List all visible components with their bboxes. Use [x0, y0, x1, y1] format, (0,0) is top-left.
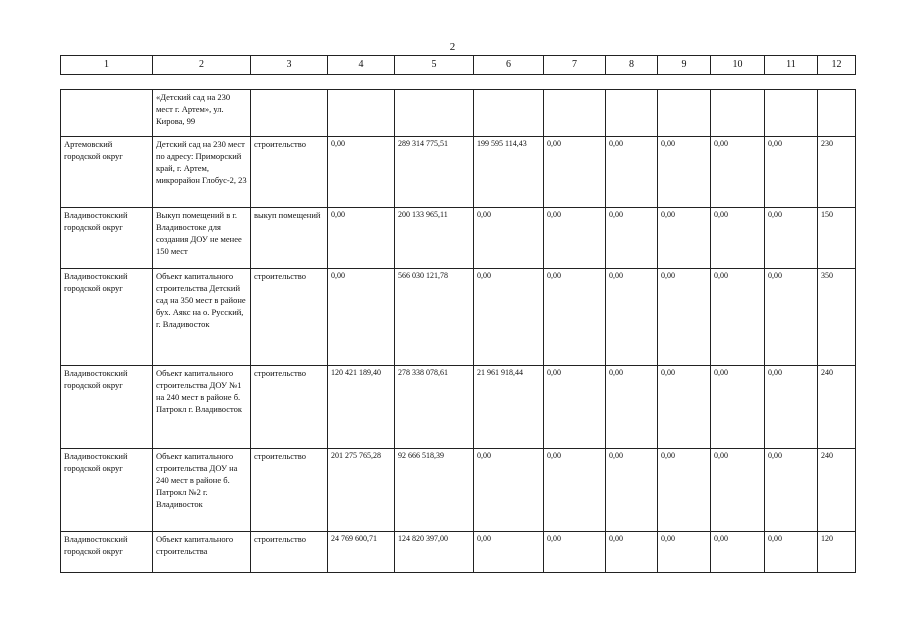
cell-activity: строительство	[251, 449, 328, 532]
cell-activity: строительство	[251, 269, 328, 366]
cell-value	[474, 90, 544, 137]
cell-municipality: Владивостокский городской округ	[61, 366, 153, 449]
header-row	[61, 56, 856, 75]
table-row	[61, 366, 856, 449]
cell-value: 0,00	[544, 208, 606, 269]
cell-value: 0,00	[474, 449, 544, 532]
cell-value	[544, 90, 606, 137]
cell-places: 240	[818, 449, 856, 532]
cell-value: 0,00	[328, 208, 395, 269]
cell-places: 230	[818, 137, 856, 208]
cell-value: 0,00	[765, 208, 818, 269]
table-row	[61, 90, 856, 137]
cell-places: 350	[818, 269, 856, 366]
cell-value	[606, 90, 658, 137]
cell-value: 0,00	[328, 137, 395, 208]
cell-value	[395, 90, 474, 137]
cell-value: 21 961 918,44	[474, 366, 544, 449]
cell-value: 0,00	[544, 137, 606, 208]
cell-value: 278 338 078,61	[395, 366, 474, 449]
cell-value: 0,00	[765, 449, 818, 532]
cell-value: 201 275 765,28	[328, 449, 395, 532]
cell-object: Детский сад на 230 мест по адресу: Приморский край, г. Артем, микрорайон Глобус-2, 23	[153, 137, 251, 208]
cell-value: 289 314 775,51	[395, 137, 474, 208]
cell-value	[765, 90, 818, 137]
header-cell: 4	[328, 56, 395, 75]
cell-value: 0,00	[658, 137, 711, 208]
cell-activity: строительство	[251, 532, 328, 573]
cell-value: 120 421 189,40	[328, 366, 395, 449]
cell-value: 0,00	[606, 366, 658, 449]
cell-value: 0,00	[474, 208, 544, 269]
cell-value	[711, 90, 765, 137]
cell-value	[328, 90, 395, 137]
cell-value: 0,00	[544, 532, 606, 573]
cell-value: 0,00	[658, 208, 711, 269]
cell-value: 0,00	[765, 532, 818, 573]
cell-municipality: Владивостокский городской округ	[61, 269, 153, 366]
table-row	[61, 532, 856, 573]
cell-places: 150	[818, 208, 856, 269]
header-cell: 7	[544, 56, 606, 75]
header-cell: 10	[711, 56, 765, 75]
header-cell: 6	[474, 56, 544, 75]
header-cell: 3	[251, 56, 328, 75]
cell-object: Объект капитального строительства ДОУ на 240 мест в районе б. Патрокл №2 г. Владивосток	[153, 449, 251, 532]
column-number-header	[60, 55, 856, 75]
cell-object: Объект капитального строительства Детский сад на 350 мест в районе бух. Аякс на о. Русский, г. Владивосток	[153, 269, 251, 366]
cell-value: 0,00	[711, 208, 765, 269]
cell-value: 0,00	[765, 269, 818, 366]
cell-value: 0,00	[606, 532, 658, 573]
cell-value: 0,00	[606, 137, 658, 208]
cell-municipality: Владивостокский городской округ	[61, 532, 153, 573]
cell-object: Выкуп помещений в г. Владивостоке для создания ДОУ не менее 150 мест	[153, 208, 251, 269]
table-row	[61, 137, 856, 208]
header-cell: 9	[658, 56, 711, 75]
cell-value: 0,00	[765, 366, 818, 449]
cell-value: 0,00	[328, 269, 395, 366]
cell-municipality: Владивостокский городской округ	[61, 208, 153, 269]
cell-value: 0,00	[658, 269, 711, 366]
cell-places	[818, 90, 856, 137]
cell-activity: выкуп помещений	[251, 208, 328, 269]
table-row	[61, 269, 856, 366]
cell-value: 0,00	[544, 366, 606, 449]
header-cell: 12	[818, 56, 856, 75]
cell-activity	[251, 90, 328, 137]
cell-value: 0,00	[606, 449, 658, 532]
cell-object: Объект капитального строительства	[153, 532, 251, 573]
cell-value: 199 595 114,43	[474, 137, 544, 208]
cell-activity: строительство	[251, 366, 328, 449]
table-row	[61, 208, 856, 269]
cell-object: «Детский сад на 230 мест г. Артем», ул. Кирова, 99	[153, 90, 251, 137]
cell-municipality: Владивостокский городской округ	[61, 449, 153, 532]
cell-value: 124 820 397,00	[395, 532, 474, 573]
header-cell: 1	[61, 56, 153, 75]
page-number: 2	[449, 41, 456, 53]
cell-value: 0,00	[474, 532, 544, 573]
cell-value	[658, 90, 711, 137]
cell-value: 0,00	[711, 269, 765, 366]
cell-value: 0,00	[606, 269, 658, 366]
cell-places: 240	[818, 366, 856, 449]
cell-value: 0,00	[658, 532, 711, 573]
cell-value: 0,00	[658, 449, 711, 532]
cell-value: 0,00	[474, 269, 544, 366]
cell-value: 24 769 600,71	[328, 532, 395, 573]
header-cell: 8	[606, 56, 658, 75]
header-cell: 5	[395, 56, 474, 75]
cell-value: 0,00	[711, 366, 765, 449]
cell-value: 566 030 121,78	[395, 269, 474, 366]
cell-value: 0,00	[711, 532, 765, 573]
table-row	[61, 449, 856, 532]
cell-value: 0,00	[606, 208, 658, 269]
cell-value: 0,00	[658, 366, 711, 449]
cell-value: 92 666 518,39	[395, 449, 474, 532]
cell-municipality	[61, 90, 153, 137]
cell-value: 0,00	[711, 449, 765, 532]
cell-municipality: Артемовский городской округ	[61, 137, 153, 208]
cell-activity: строительство	[251, 137, 328, 208]
header-cell: 11	[765, 56, 818, 75]
header-cell: 2	[153, 56, 251, 75]
data-table	[60, 89, 856, 573]
cell-value: 0,00	[765, 137, 818, 208]
cell-object: Объект капитального строительства ДОУ №1 на 240 мест в районе б. Патрокл г. Владивосток	[153, 366, 251, 449]
cell-value: 200 133 965,11	[395, 208, 474, 269]
cell-value: 0,00	[711, 137, 765, 208]
cell-places: 120	[818, 532, 856, 573]
cell-value: 0,00	[544, 449, 606, 532]
cell-value: 0,00	[544, 269, 606, 366]
